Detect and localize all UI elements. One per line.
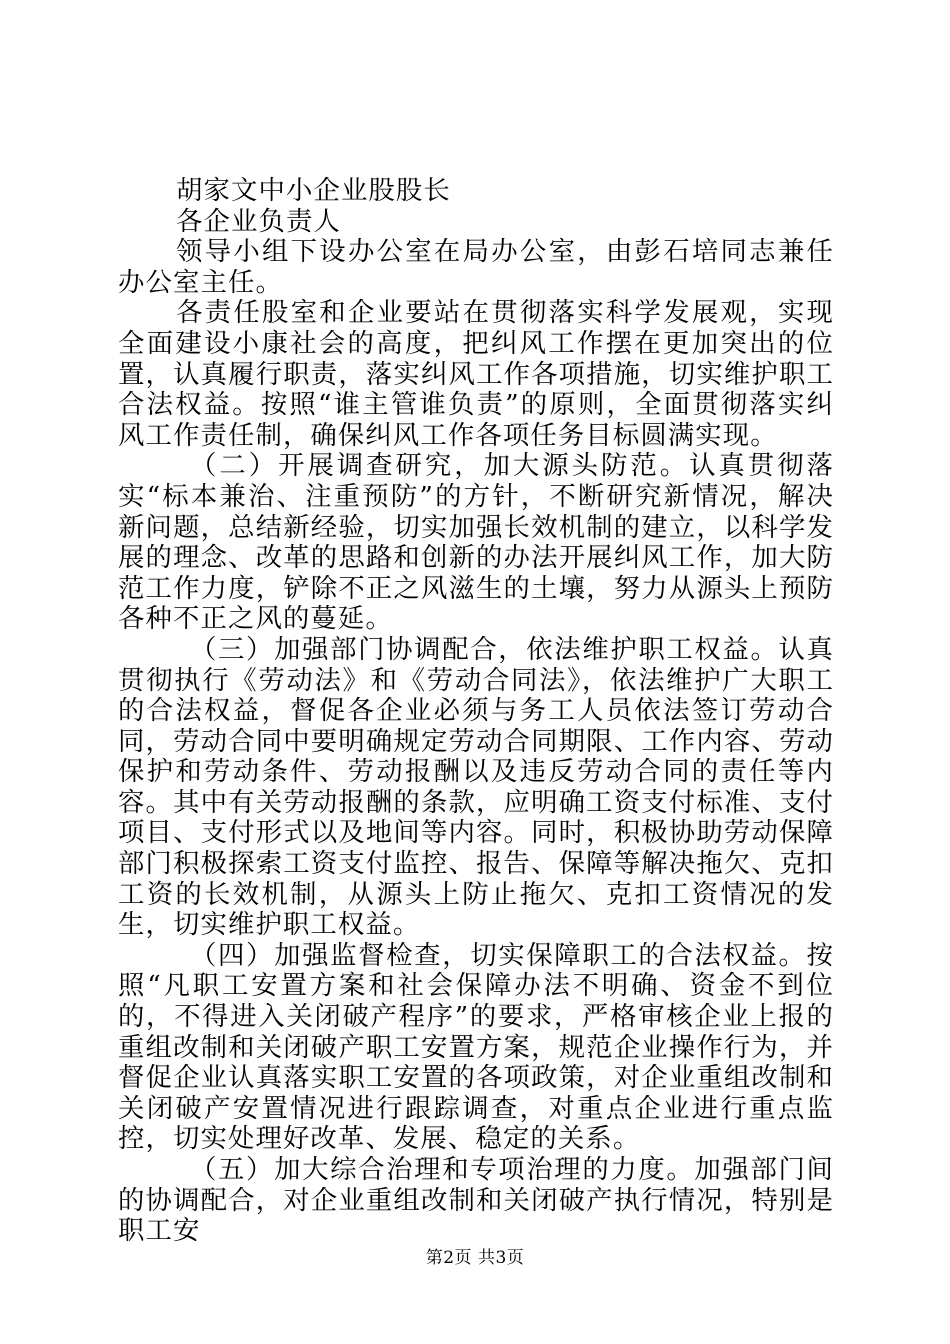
paragraph-section-3: （三）加强部门协调配合，依法维护职工权益。认真贯彻执行《劳动法》和《劳动合同法》，依法维护广大职工的合法权益，督促各企业必须与务工人员依法签订劳动合同，劳动合同中要明确规定劳动合同期限、工作内容、劳动保护和劳动条件、劳动报酬以及违反劳动合同的责任等内容。其中有关劳动报酬的条款，应明确工资支付标准、支付项目、支付形式以及地间等内容。同时，积极协助劳动保障部门积极探索工资支付监控、报告、保障等解决拖欠、克扣工资的长效机制，从源头上防止拖欠、克扣工资情况的发生，切实维护职工权益。	[118, 633, 834, 941]
paragraph-section-5: （五）加大综合治理和专项治理的力度。加强部门间的协调配合，对企业重组改制和关闭破产执行情况，特别是职工安	[118, 1154, 834, 1247]
paragraph-contact-1: 胡家文中小企业股股长	[176, 175, 451, 206]
paragraph-responsibility: 各责任股室和企业要站在贯彻落实科学发展观，实现全面建设小康社会的高度，把纠风工作摆在更加突出的位置，认真履行职责，落实纠风工作各项措施，切实维护职工合法权益。按照“谁主管谁负责”的原则，全面贯彻落实纠风工作责任制，确保纠风工作各项任务目标圆满实现。	[118, 297, 834, 451]
page-number-footer: 第2页 共3页	[425, 1248, 525, 1268]
paragraph-office: 领导小组下设办公室在局办公室，由彭石培同志兼任办公室主任。	[118, 236, 834, 298]
document-body	[118, 176, 834, 1247]
paragraph-contact-2: 各企业负责人	[176, 205, 341, 237]
paragraph-section-2: （二）开展调查研究，加大源头防范。认真贯彻落实“标本兼治、注重预防”的方针，不断研究新情况，解决新问题，总结新经验，切实加强长效机制的建立，以科学发展的理念、改革的思路和创新的办法开展纠风工作，加大防范工作力度，铲除不正之风滋生的土壤，努力从源头上预防各种不正之风的蔓延。	[118, 450, 834, 635]
paragraph-section-4: （四）加强监督检查，切实保障职工的合法权益。按照“凡职工安置方案和社会保障办法不明确、资金不到位的，不得进入关闭破产程序”的要求，严格审核企业上报的重组改制和关闭破产职工安置方案，规范企业操作行为，并督促企业认真落实职工安置的各项政策，对企业重组改制和关闭破产安置情况进行跟踪调查，对重点企业进行重点监控，切实处理好改革、发展、稳定的关系。	[118, 939, 834, 1155]
